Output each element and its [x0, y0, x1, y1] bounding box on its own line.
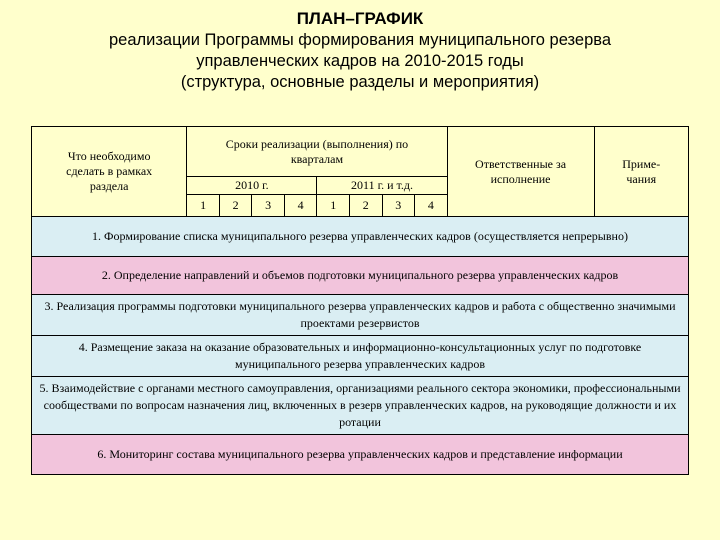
document-title — [0, 8, 720, 93]
header-quarter: 1 — [317, 195, 350, 217]
section-row-3: 3. Реализация программы подготовки муниципального резерва управленческих кадров и работа с общественно значимыми проектами резервистов — [32, 295, 689, 336]
title-line-2: реализации Программы формирования муниципального резерва — [108, 31, 612, 49]
header-quarter: 4 — [284, 195, 317, 217]
header-quarter: 3 — [382, 195, 415, 217]
header-quarter: 2 — [349, 195, 382, 217]
header-quarter: 1 — [187, 195, 220, 217]
header-what: Что необходимо сделать в рамках раздела — [32, 127, 187, 217]
header-quarter: 3 — [252, 195, 285, 217]
plan-table — [31, 126, 689, 475]
header-responsible: Ответственные за исполнение — [447, 127, 594, 217]
title-line-4: (структура, основные разделы и мероприятия) — [180, 73, 540, 91]
header-year-2011: 2011 г. и т.д. — [317, 177, 447, 195]
header-quarter: 4 — [415, 195, 448, 217]
header-notes: Приме-чания — [594, 127, 688, 217]
header-year-2010: 2010 г. — [187, 177, 317, 195]
section-row-5: 5. Взаимодействие с органами местного самоуправления, организациями реального сектора экономики, профессиональными сообществами по вопросам назначения лиц, включенных в резерв управленческих кадров, на руководящие должности и их ротации — [32, 377, 689, 435]
section-row-4: 4. Размещение заказа на оказание образовательных и информационно-консультационных услуг по подготовке муниципального резерва управленческих кадров — [32, 336, 689, 377]
title-line-1: ПЛАН–ГРАФИК — [296, 9, 424, 28]
section-row-2: 2. Определение направлений и объемов подготовки муниципального резерва управленческих кадров — [32, 257, 689, 295]
section-row-1: 1. Формирование списка муниципального резерва управленческих кадров (осуществляется непрерывно) — [32, 217, 689, 257]
section-row-6: 6. Мониторинг состава муниципального резерва управленческих кадров и представление информации — [32, 435, 689, 475]
title-line-3: управленческих кадров на 2010-2015 годы — [196, 52, 524, 70]
header-terms: Сроки реализации (выполнения) по кварталам — [187, 127, 447, 177]
header-quarter: 2 — [219, 195, 252, 217]
